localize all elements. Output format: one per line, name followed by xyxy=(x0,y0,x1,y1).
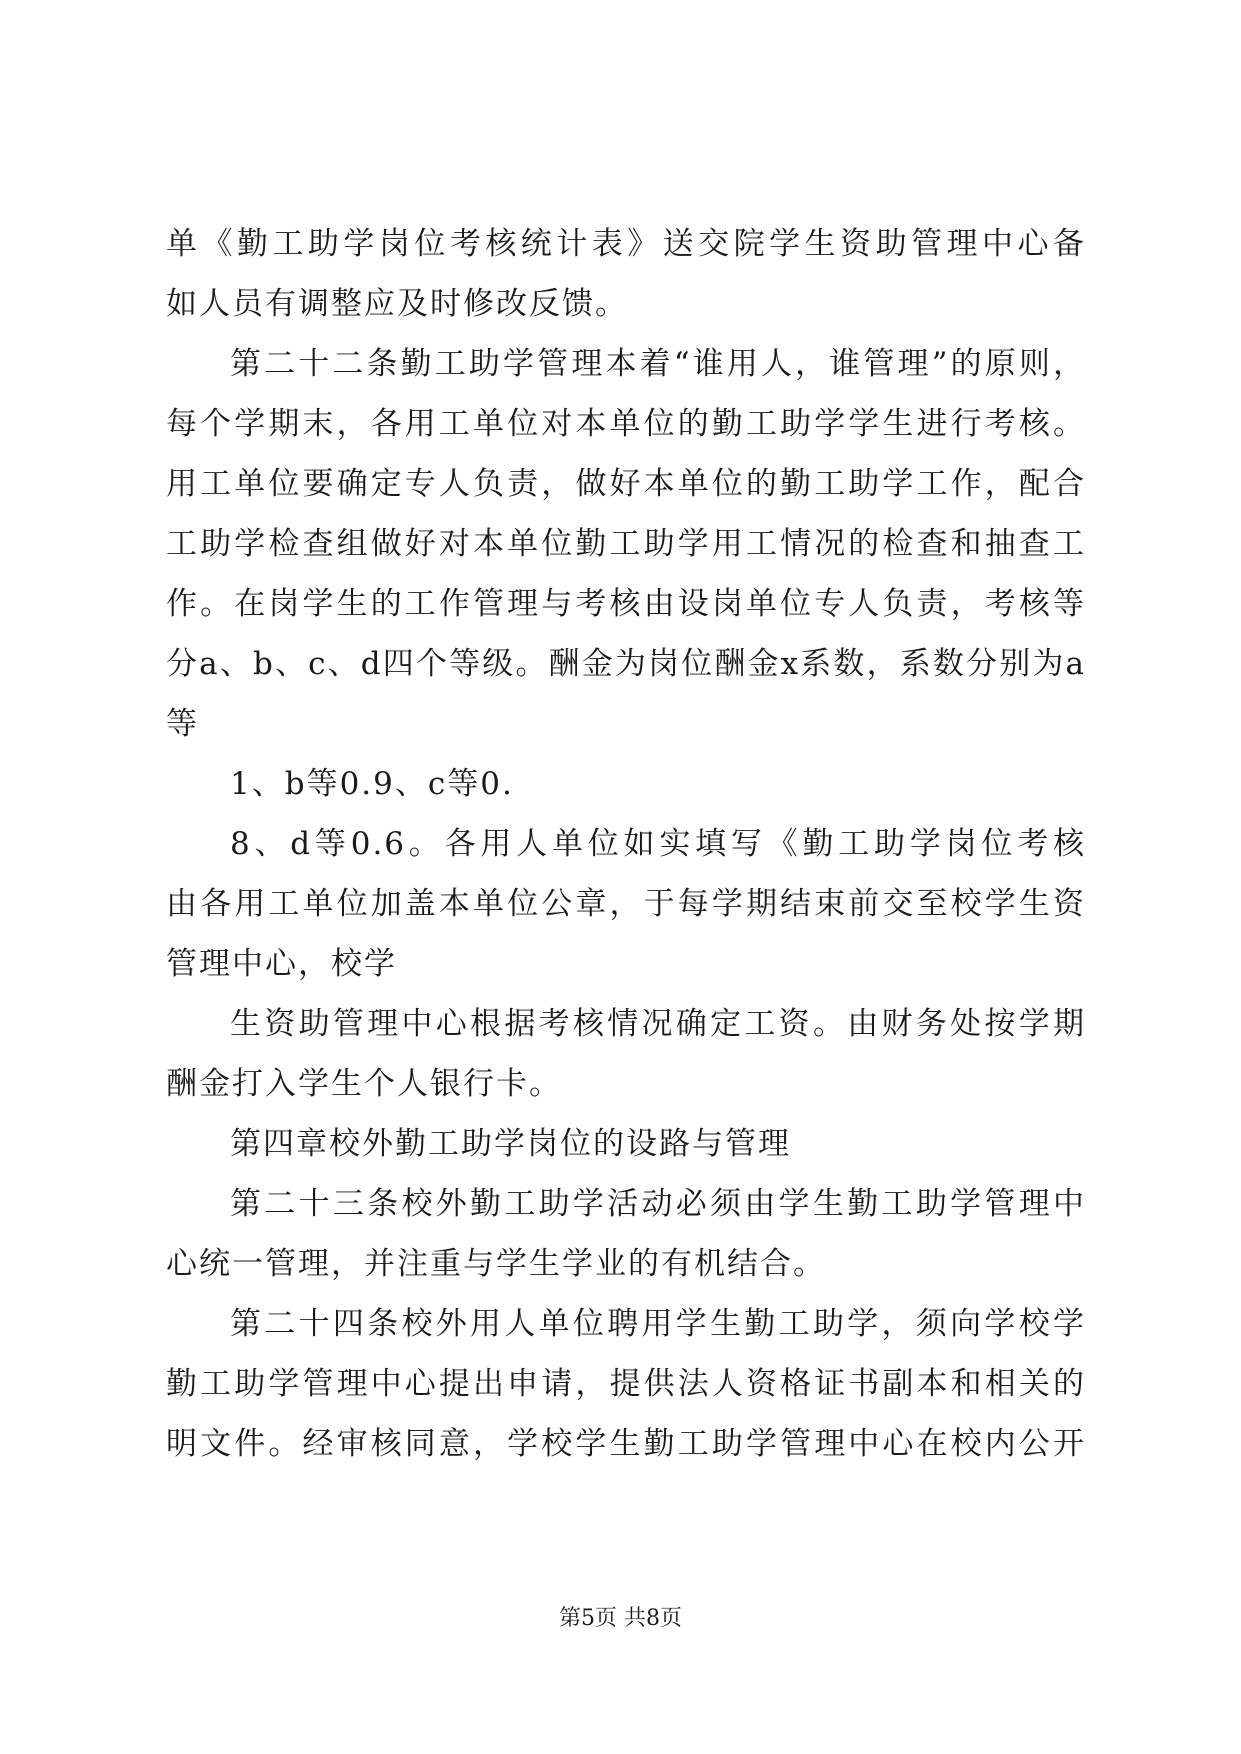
text-line: 酬金打入学生个人银行卡。 xyxy=(166,1066,562,1102)
text-line: 等 xyxy=(166,706,199,742)
page-number-footer: 第5页 共8页 xyxy=(559,1606,682,1631)
text-line: 1、b等0.9、c等0. xyxy=(230,766,514,802)
text-line: 单《勤工助学岗位考核统计表》送交院学生资助管理中心备 xyxy=(166,226,1086,262)
text-line: 如人员有调整应及时修改反馈。 xyxy=(166,286,628,322)
chapter-heading: 第四章校外勤工助学岗位的设路与管理 xyxy=(230,1126,791,1162)
text-line: 由各用工单位加盖本单位公章，于每学期结束前交至校学生资 xyxy=(166,886,1086,922)
text-line: 心统一管理，并注重与学生学业的有机结合。 xyxy=(166,1246,826,1282)
text-line: 分a、b、c、d四个等级。酬金为岗位酬金x系数，系数分别为a xyxy=(166,646,1086,682)
text-line: 明文件。经审核同意，学校学生勤工助学管理中心在校内公开 xyxy=(166,1426,1086,1462)
text-line: 生资助管理中心根据考核情况确定工资。由财务处按学期 xyxy=(230,1006,1086,1042)
text-line: 管理中心，校学 xyxy=(166,946,397,982)
body-text xyxy=(166,214,1086,1474)
text-line: 工助学检查组做好对本单位勤工助学用工情况的检查和抽查工 xyxy=(166,526,1086,562)
text-line: 每个学期末，各用工单位对本单位的勤工助学学生进行考核。 xyxy=(166,406,1086,442)
text-line: 用工单位要确定专人负责，做好本单位的勤工助学工作，配合 xyxy=(166,466,1086,502)
text-line: 勤工助学管理中心提出申请，提供法人资格证书副本和相关的 xyxy=(166,1366,1086,1402)
text-line: 8、d等0.6。各用人单位如实填写《勤工助学岗位考核 xyxy=(230,826,1086,862)
text-line: 作。在岗学生的工作管理与考核由设岗单位专人负责，考核等 xyxy=(166,586,1086,622)
text-line: 第二十二条勤工助学管理本着“谁用人，谁管理”的原则， xyxy=(230,346,1086,382)
text-line: 第二十四条校外用人单位聘用学生勤工助学，须向学校学 xyxy=(230,1306,1086,1342)
text-line: 第二十三条校外勤工助学活动必须由学生勤工助学管理中 xyxy=(230,1186,1086,1222)
